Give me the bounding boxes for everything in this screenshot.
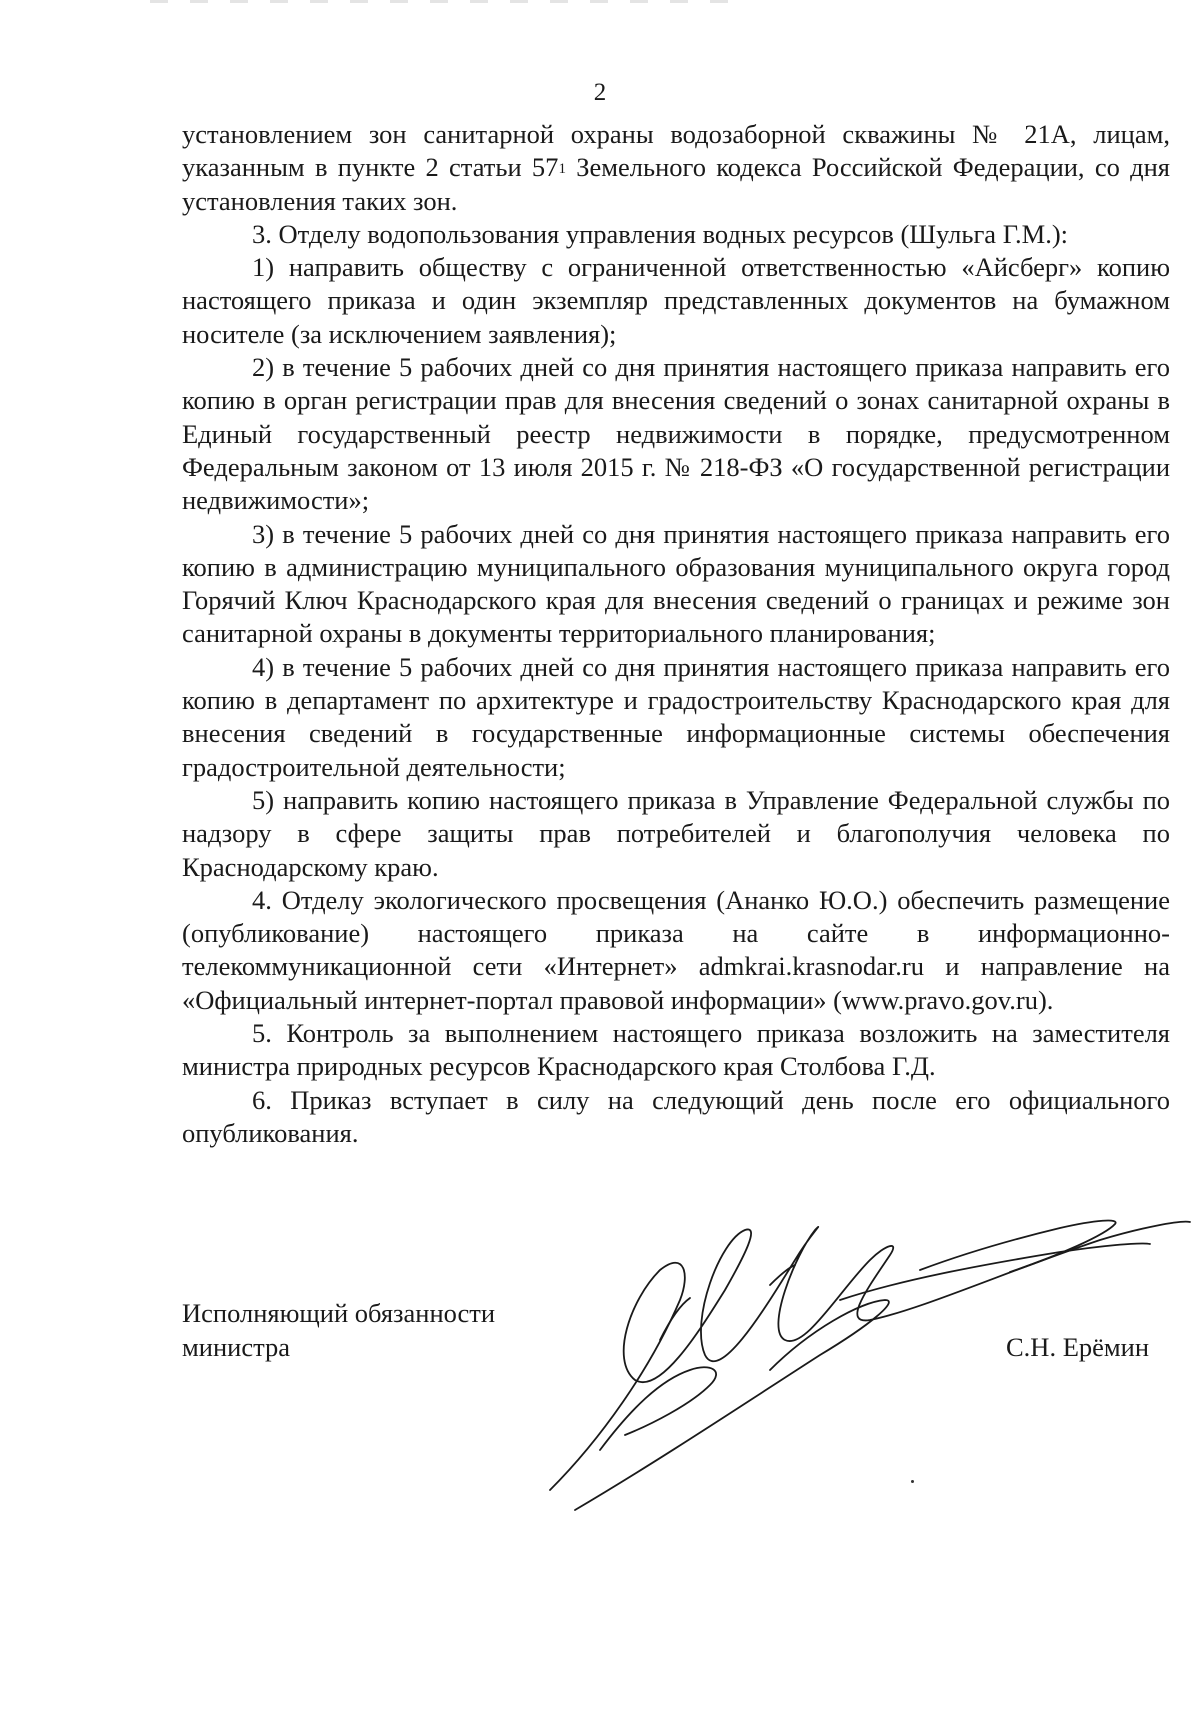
ink-dot	[911, 1480, 914, 1483]
paragraph-item-4: 4. Отделу экологического просвещения (Ананко Ю.О.) обеспечить размещение (опубликование) настоящего приказа на сайте в информационно-телекоммуникационной сети «Интернет» admkrai.krasnodar.ru и направление на «Официальный интернет-портал правовой информации» (www.pravo.gov.ru).	[182, 884, 1170, 1015]
paragraph-subitem-4: 4) в течение 5 рабочих дней со дня принятия настоящего приказа направить его копию в департамент по архитектуре и градостроительству Краснодарского края для внесения сведений в государственные информационные системы обеспечения градостроительной деятельности;	[182, 651, 1170, 782]
paragraph-item-6: 6. Приказ вступает в силу на следующий день после его официального опубликования.	[182, 1084, 1170, 1148]
page-number: 2	[593, 79, 607, 106]
position-line-2: министра	[182, 1332, 290, 1362]
paragraph-subitem-1: 1) направить обществу с ограниченной ответственностью «Айсберг» копию настоящего приказа и один экземпляр представленных документов на бумажном носителе (за исключением заявления);	[182, 252, 1170, 349]
signatory-position	[182, 1296, 495, 1364]
paragraph-subitem-3: 3) в течение 5 рабочих дней со дня принятия настоящего приказа направить его копию в администрацию муниципального образования муниципального округа город Горячий Ключ Краснодарского края для внесения сведений о границах и режиме зон санитарной охраны в документы территориального планирования;	[182, 518, 1170, 649]
document-body	[182, 118, 1170, 1150]
superscript: 1	[558, 161, 566, 178]
paragraph-item-5: 5. Контроль за выполнением настоящего приказа возложить на заместителя министра природных ресурсов Краснодарского края Столбова Г.Д.	[182, 1018, 1170, 1082]
signatory-name: С.Н. Ерёмин	[1006, 1332, 1150, 1362]
scan-edge-artifact	[150, 0, 750, 3]
paragraph-continuation: установлением зон санитарной охраны водозаборной скважины № 21А, лицам, указанным в пункте 2 статьи $57^1$ Земельного кодекса Российской Федерации, со дня установления таких зон.	[182, 119, 1170, 216]
paragraph-subitem-2: 2) в течение 5 рабочих дней со дня принятия настоящего приказа направить его копию в орган регистрации прав для внесения сведений о зонах санитарной охраны в Единый государственный реестр недвижимости в порядке, предусмотренном Федеральным законом от 13 июля 2015 г. № 218-ФЗ «О государственной регистрации недвижимости»;	[182, 352, 1170, 516]
paragraph-item-3: 3. Отделу водопользования управления водных ресурсов (Шульга Г.М.):	[252, 218, 1069, 249]
paragraph-subitem-5: 5) направить копию настоящего приказа в Управление Федеральной службы по надзору в сфере защиты прав потребителей и благополучия человека по Краснодарскому краю.	[182, 784, 1170, 882]
position-line-1: Исполняющий обязанности	[182, 1298, 496, 1328]
